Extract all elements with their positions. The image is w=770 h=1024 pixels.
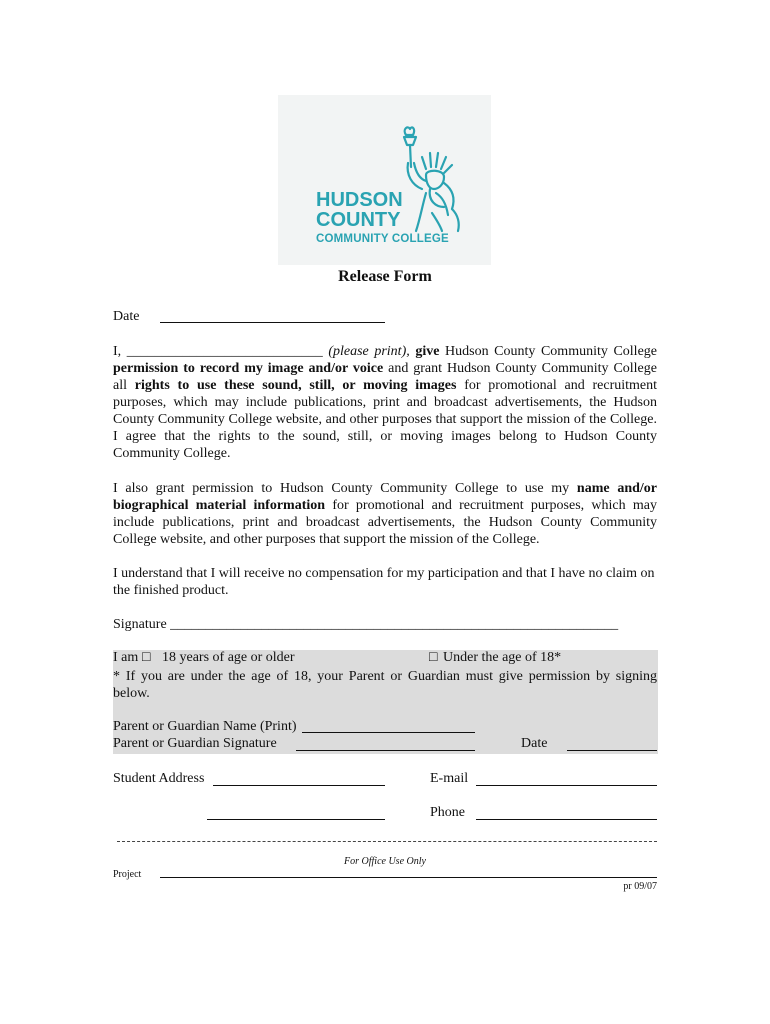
office-use-label: For Office Use Only (344, 856, 426, 867)
signature-field[interactable]: Signature ________________________________________________________________ (113, 617, 619, 632)
student-address-label: Student Address (113, 771, 205, 786)
date-field[interactable] (160, 322, 385, 323)
logo-line-3: COMMUNITY COLLEGE (316, 233, 449, 245)
minor-note: * If you are under the age of 18, your Parent or Guardian must give permission by signing below. (113, 669, 657, 701)
phone-field[interactable] (476, 819, 657, 820)
guardian-date-field[interactable] (567, 750, 657, 751)
checkbox-under-18[interactable]: □ (429, 650, 438, 665)
biographical-paragraph: I also grant permission to Hudson County Community College to use my name and/or biographical material information for promotional and recruitment purposes, which may include publications, print and broadcast advertisements, the Hudson County Community College website, and other purposes that support the mission of the College. (113, 481, 658, 547)
compensation-paragraph: I understand that I will receive no compensation for my participation and that I have no claim on the finished product. (113, 566, 655, 598)
checkbox-18-or-older[interactable]: □ (142, 650, 151, 665)
form-code: pr 09/07 (623, 881, 657, 892)
email-label: E-mail (430, 771, 469, 786)
consent-paragraph: I, ____________________________ (please print), give Hudson County Community College permission to record my image and/or voice and grant Hudson County Community College all rights to use these sound, still, or moving images for promotional and recruitment purposes, which may include publications, print and broadcast advertisements, the Hudson County Community College website, and other purposes that support the mission of the College. I agree that the rights to the sound, still, or moving images belong to Hudson County Community College. (113, 344, 657, 461)
guardian-signature-field[interactable] (296, 750, 475, 751)
guardian-date-label: Date (521, 736, 548, 751)
guardian-name-label: Parent or Guardian Name (Print) (113, 719, 297, 734)
guardian-signature-label: Parent or Guardian Signature (113, 736, 277, 751)
student-address-field-1[interactable] (213, 785, 385, 786)
guardian-name-field[interactable] (302, 732, 475, 733)
option-under-18-label: Under the age of 18* (443, 650, 562, 665)
phone-label: Phone (430, 805, 465, 820)
email-field[interactable] (476, 785, 657, 786)
page-title: Release Form (338, 268, 432, 285)
logo-line-1: HUDSON (316, 189, 403, 211)
project-field[interactable] (160, 877, 657, 878)
project-label: Project (113, 869, 142, 880)
i-am-label: I am (113, 650, 139, 665)
student-address-field-2[interactable] (207, 819, 385, 820)
logo-line-2: COUNTY (316, 209, 401, 231)
college-logo (278, 95, 491, 265)
office-divider (117, 841, 657, 842)
option-18-or-older-label: 18 years of age or older (162, 650, 295, 665)
date-label: Date (113, 309, 140, 324)
